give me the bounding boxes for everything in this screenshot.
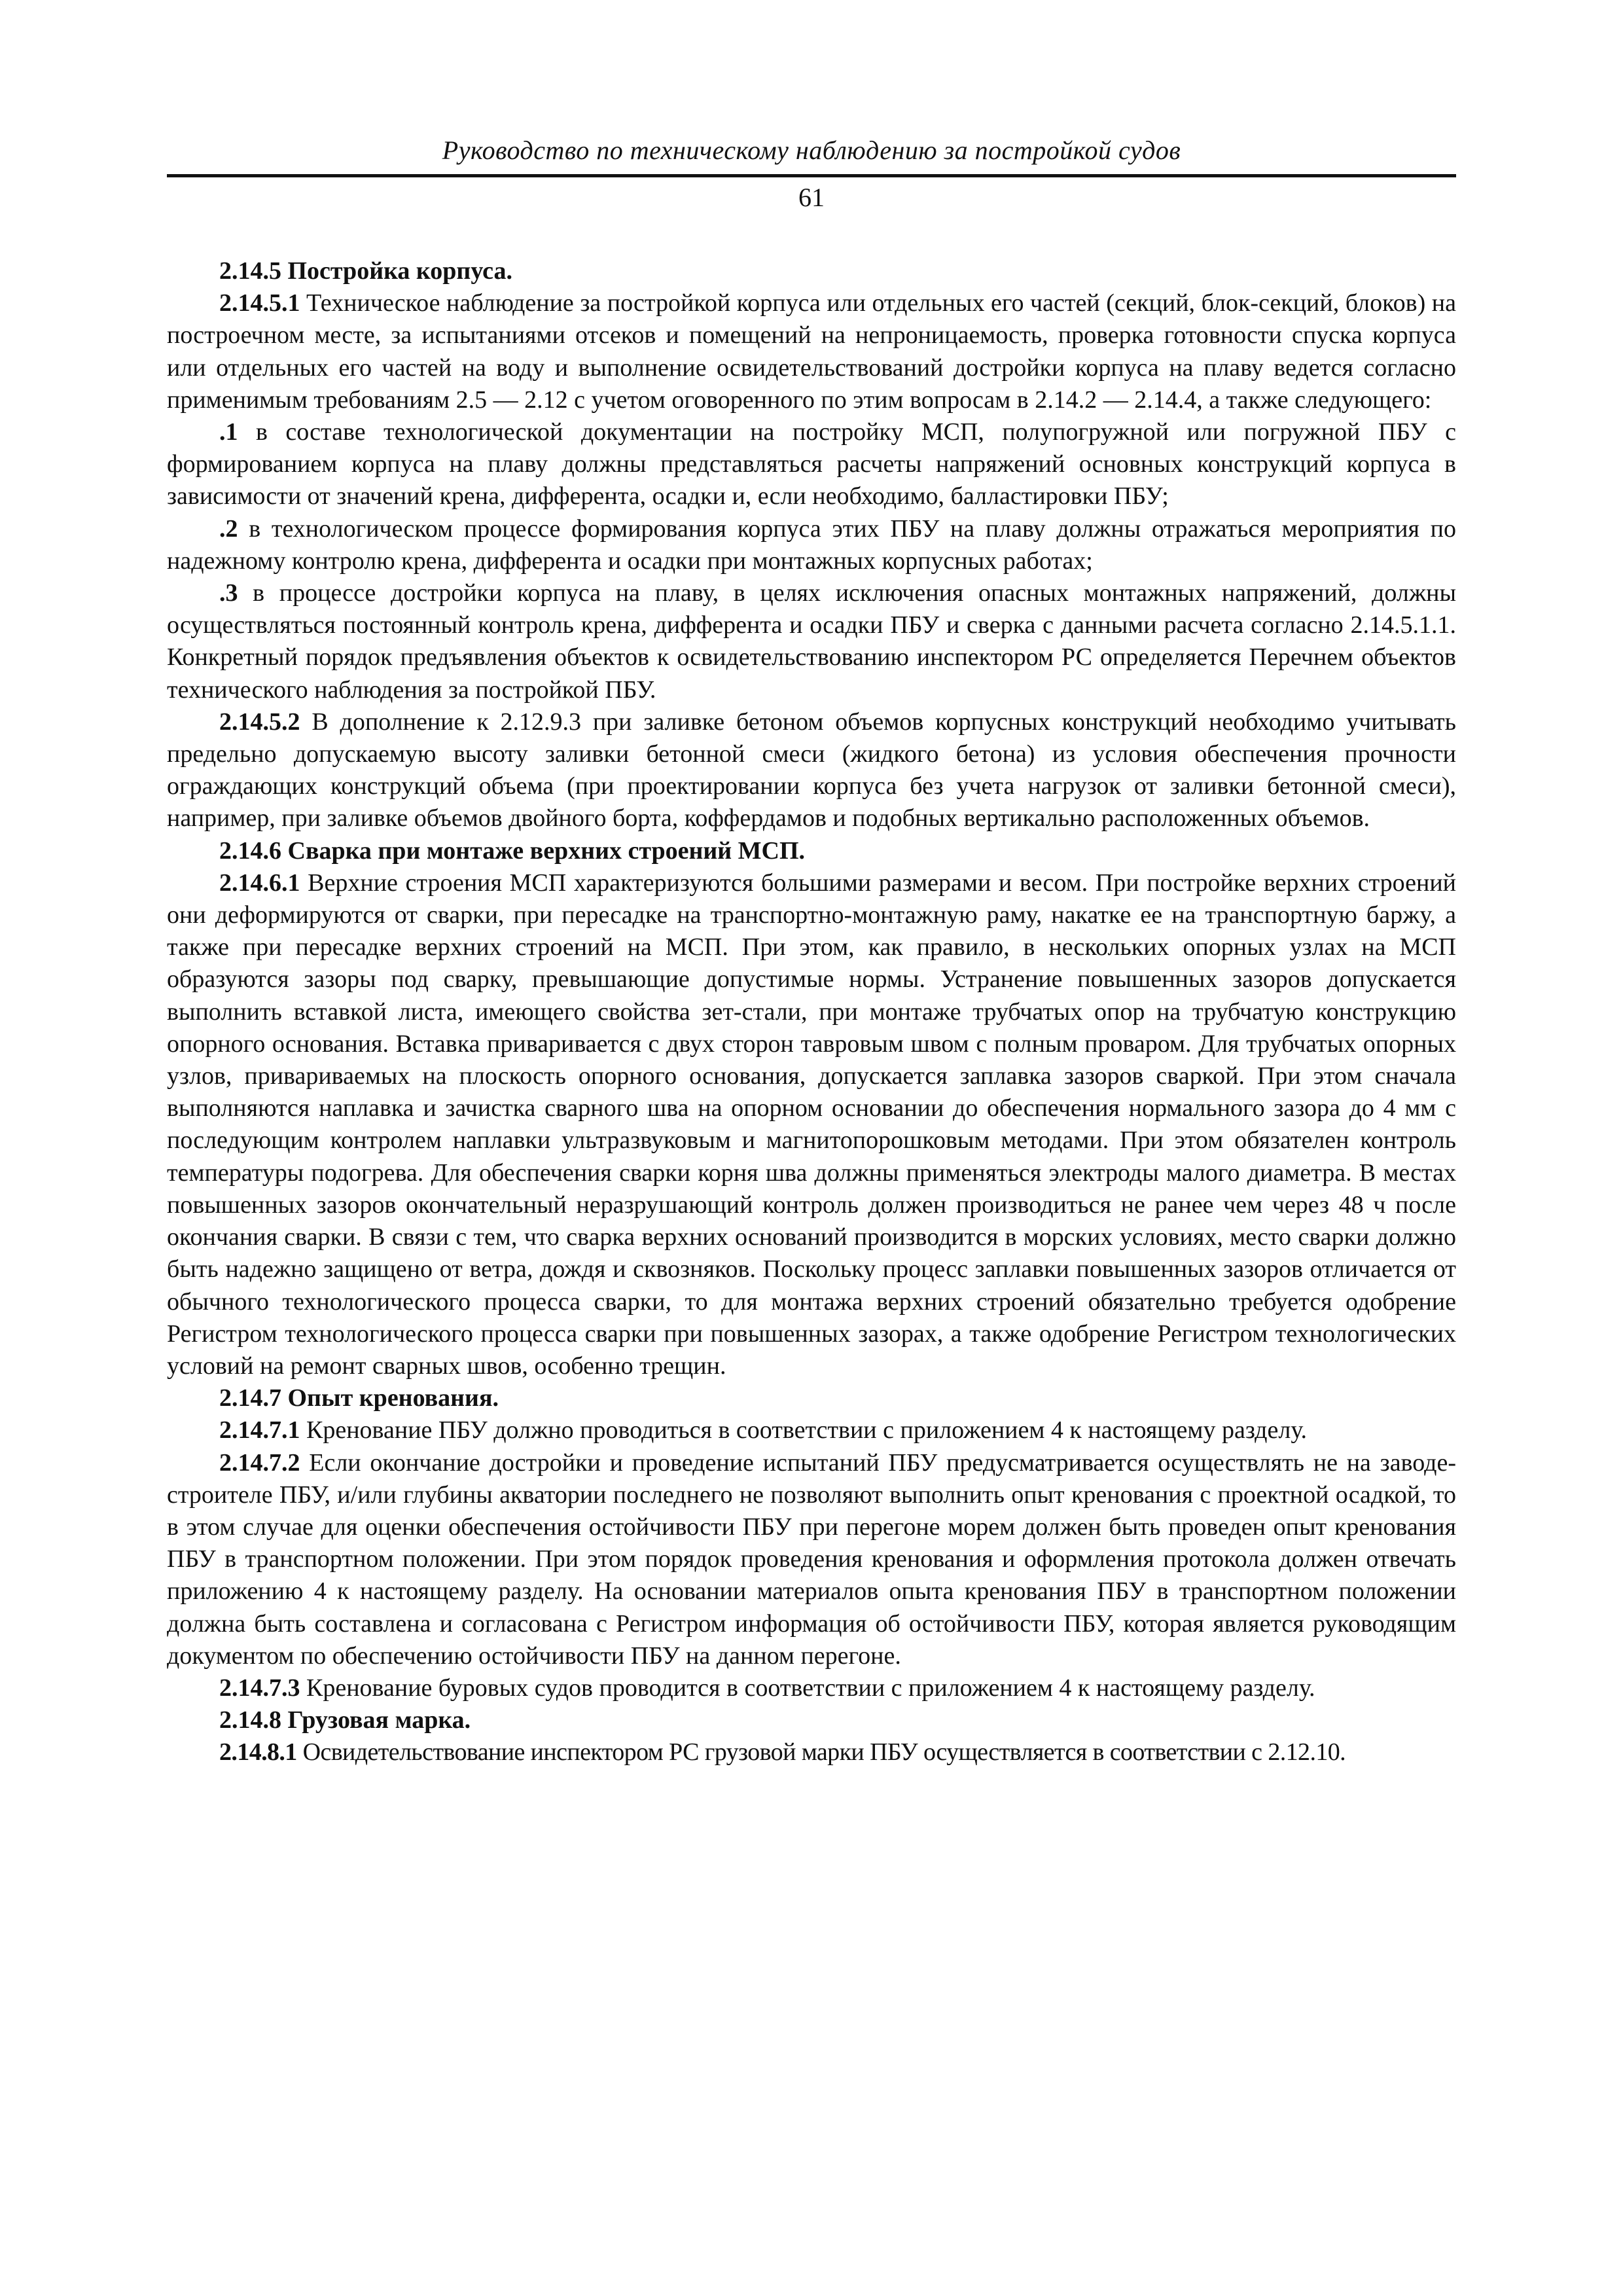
clause-text: Если окончание достройки и проведение испытаний ПБУ предусматривается осуществлять не на заводе-строителе ПБУ, и/или глубины акватории последнего не позволяют выполнить опыт кренования с проектной осадкой, то в этом случае для оценки обеспечения остойчивости ПБУ при перегоне морем должен быть проведен опыт кренования ПБУ в транспортном положении. При этом порядок проведения кренования и оформления протокола должен отвечать приложению 4 к настоящему разделу. На основании материалов опыта кренования ПБУ в транспортном положении должна быть составлена и согласована с Регистром информация об остойчивости ПБУ, которая является руководящим документом по обеспечению остойчивости ПБУ на данном перегоне. [167, 1448, 1456, 1670]
list-item-1 [167, 416, 1456, 513]
clause-number: 2.14.7.3 [219, 1674, 300, 1702]
clause-text: В дополнение к 2.12.9.3 при заливке бетоном объемов корпусных конструкций необходимо учитывать предельно допускаемую высоту заливки бетонной смеси (жидкого бетона) из условия обеспечения прочности ограждающих конструкций объема (при проектировании корпуса без учета нагрузок от заливки бетонной смеси), например, при заливке объемов двойного борта, коффердамов и подобных вертикально расположенных объемов. [167, 708, 1456, 833]
paragraph-2-14-7-3 [167, 1672, 1456, 1704]
list-item-3 [167, 577, 1456, 706]
paragraph-2-14-7-1 [167, 1414, 1456, 1446]
item-number: .2 [219, 514, 238, 543]
section-heading-2-14-8: 2.14.8 Грузовая марка. [219, 1706, 471, 1734]
clause-number: 2.14.5.2 [219, 708, 300, 736]
clause-text: Освидетельствование инспектором РС грузовой марки ПБУ осуществляется в соответствии с 2.12.10. [296, 1738, 1346, 1767]
item-text: в процессе достройки корпуса на плаву, в целях исключения опасных монтажных напряжений, должны осуществляться постоянный контроль крена, дифферента и осадки ПБУ и сверка с данными расчета согласно 2.14.5.1.1. Конкретный порядок предъявления объектов к освидетельствованию инспектором РС определяется Перечнем объектов технического наблюдения за постройкой ПБУ. [167, 579, 1456, 704]
clause-number: 2.14.8.1 [219, 1738, 297, 1767]
running-title: Руководство по техническому наблюдению за постройкой судов [442, 135, 1181, 165]
clause-text: Кренование буровых судов проводится в соответствии с приложением 4 к настоящему разделу. [300, 1674, 1315, 1702]
clause-text: Верхние строения МСП характеризуются большими размерами и весом. При постройке верхних строений они деформируются от сварки, при пересадке на транспортно-монтажную раму, накатке ее на транспортную баржу, а также при пересадке верхних строений на МСП. При этом, как правило, в нескольких опорных узлах на МСП образуются зазоры под сварку, превышающие допустимые нормы. Устранение повышенных зазоров допускается выполнить вставкой листа, имеющего свойства зет-стали, при монтаже трубчатых опор на трубчатую конструкцию опорного основания. Вставка приваривается с двух сторон тавровым швом с полным проваром. Для трубчатых опорных узлов, привариваемых на плоскость опорного основания, допускается заплавка зазоров сваркой. При этом сначала выполняются наплавка и зачистка сварного шва на опорном основании до обеспечения нормального зазора до 4 мм с последующим контролем наплавки ультразвуковым и магнитопорошковым методами. При этом обязателен контроль температуры подогрева. Для обеспечения сварки корня шва должны применяться электроды малого диаметра. В местах повышенных зазоров окончательный неразрушающий контроль должен производиться не ранее чем через 48 ч после окончания сварки. В связи с тем, что сварка верхних оснований производится в морских условиях, место сварки должно быть надежно защищено от ветра, дождя и сквозняков. Поскольку процесс заплавки повышенных зазоров отличается от обычного технологического процесса сварки, то для монтажа верхних строений обязательно требуется одобрение Регистром технологического процесса сварки при повышенных зазорах, а также одобрение Регистром технологических условий на ремонт сварных швов, особенно трещин. [167, 869, 1456, 1380]
paragraph-2-14-6-1 [167, 867, 1456, 1382]
header-rule [167, 174, 1456, 177]
clause-number: 2.14.7.1 [219, 1416, 300, 1444]
page-number: 61 [798, 183, 825, 212]
paragraph-2-14-5-2 [167, 706, 1456, 835]
clause-number: 2.14.6.1 [219, 869, 300, 897]
paragraph-2-14-8-1 [167, 1736, 1456, 1768]
item-number: .1 [219, 418, 238, 446]
item-text: в составе технологической документации на постройку МСП, полупогружной или погружной ПБУ с формированием корпуса на плаву должны представляться расчеты напряжений основных конструкций корпуса в зависимости от значений крена, дифферента, осадки и, если необходимо, балластировки ПБУ; [167, 418, 1456, 511]
section-heading-2-14-7: 2.14.7 Опыт кренования. [219, 1384, 499, 1412]
item-text: в технологическом процессе формирования корпуса этих ПБУ на плаву должны отражаться мероприятия по надежному контролю крена, дифферента и осадки при монтажных корпусных работах; [167, 514, 1456, 575]
document-body [167, 255, 1456, 1769]
list-item-2 [167, 513, 1456, 577]
item-number: .3 [219, 579, 238, 607]
paragraph-2-14-5-1 [167, 287, 1456, 416]
section-heading-2-14-6: 2.14.6 Сварка при монтаже верхних строений МСП. [219, 836, 806, 865]
clause-number: 2.14.5.1 [219, 289, 300, 317]
section-heading-2-14-5: 2.14.5 Постройка корпуса. [219, 257, 512, 285]
clause-text: Кренование ПБУ должно проводиться в соответствии с приложением 4 к настоящему разделу. [300, 1416, 1308, 1444]
clause-number: 2.14.7.2 [219, 1448, 300, 1477]
paragraph-2-14-7-2 [167, 1447, 1456, 1672]
clause-text: Техническое наблюдение за постройкой корпуса или отдельных его частей (секций, блок-секций, блоков) на построечном месте, за испытаниями отсеков и помещений на непроницаемость, проверка готовности спуска корпуса или отдельных его частей на воду и выполнение освидетельствований достройки корпуса на плаву ведется согласно применимым требованиям 2.5 — 2.12 с учетом оговоренного по этим вопросам в 2.14.2 — 2.14.4, а также следующего: [167, 289, 1456, 414]
